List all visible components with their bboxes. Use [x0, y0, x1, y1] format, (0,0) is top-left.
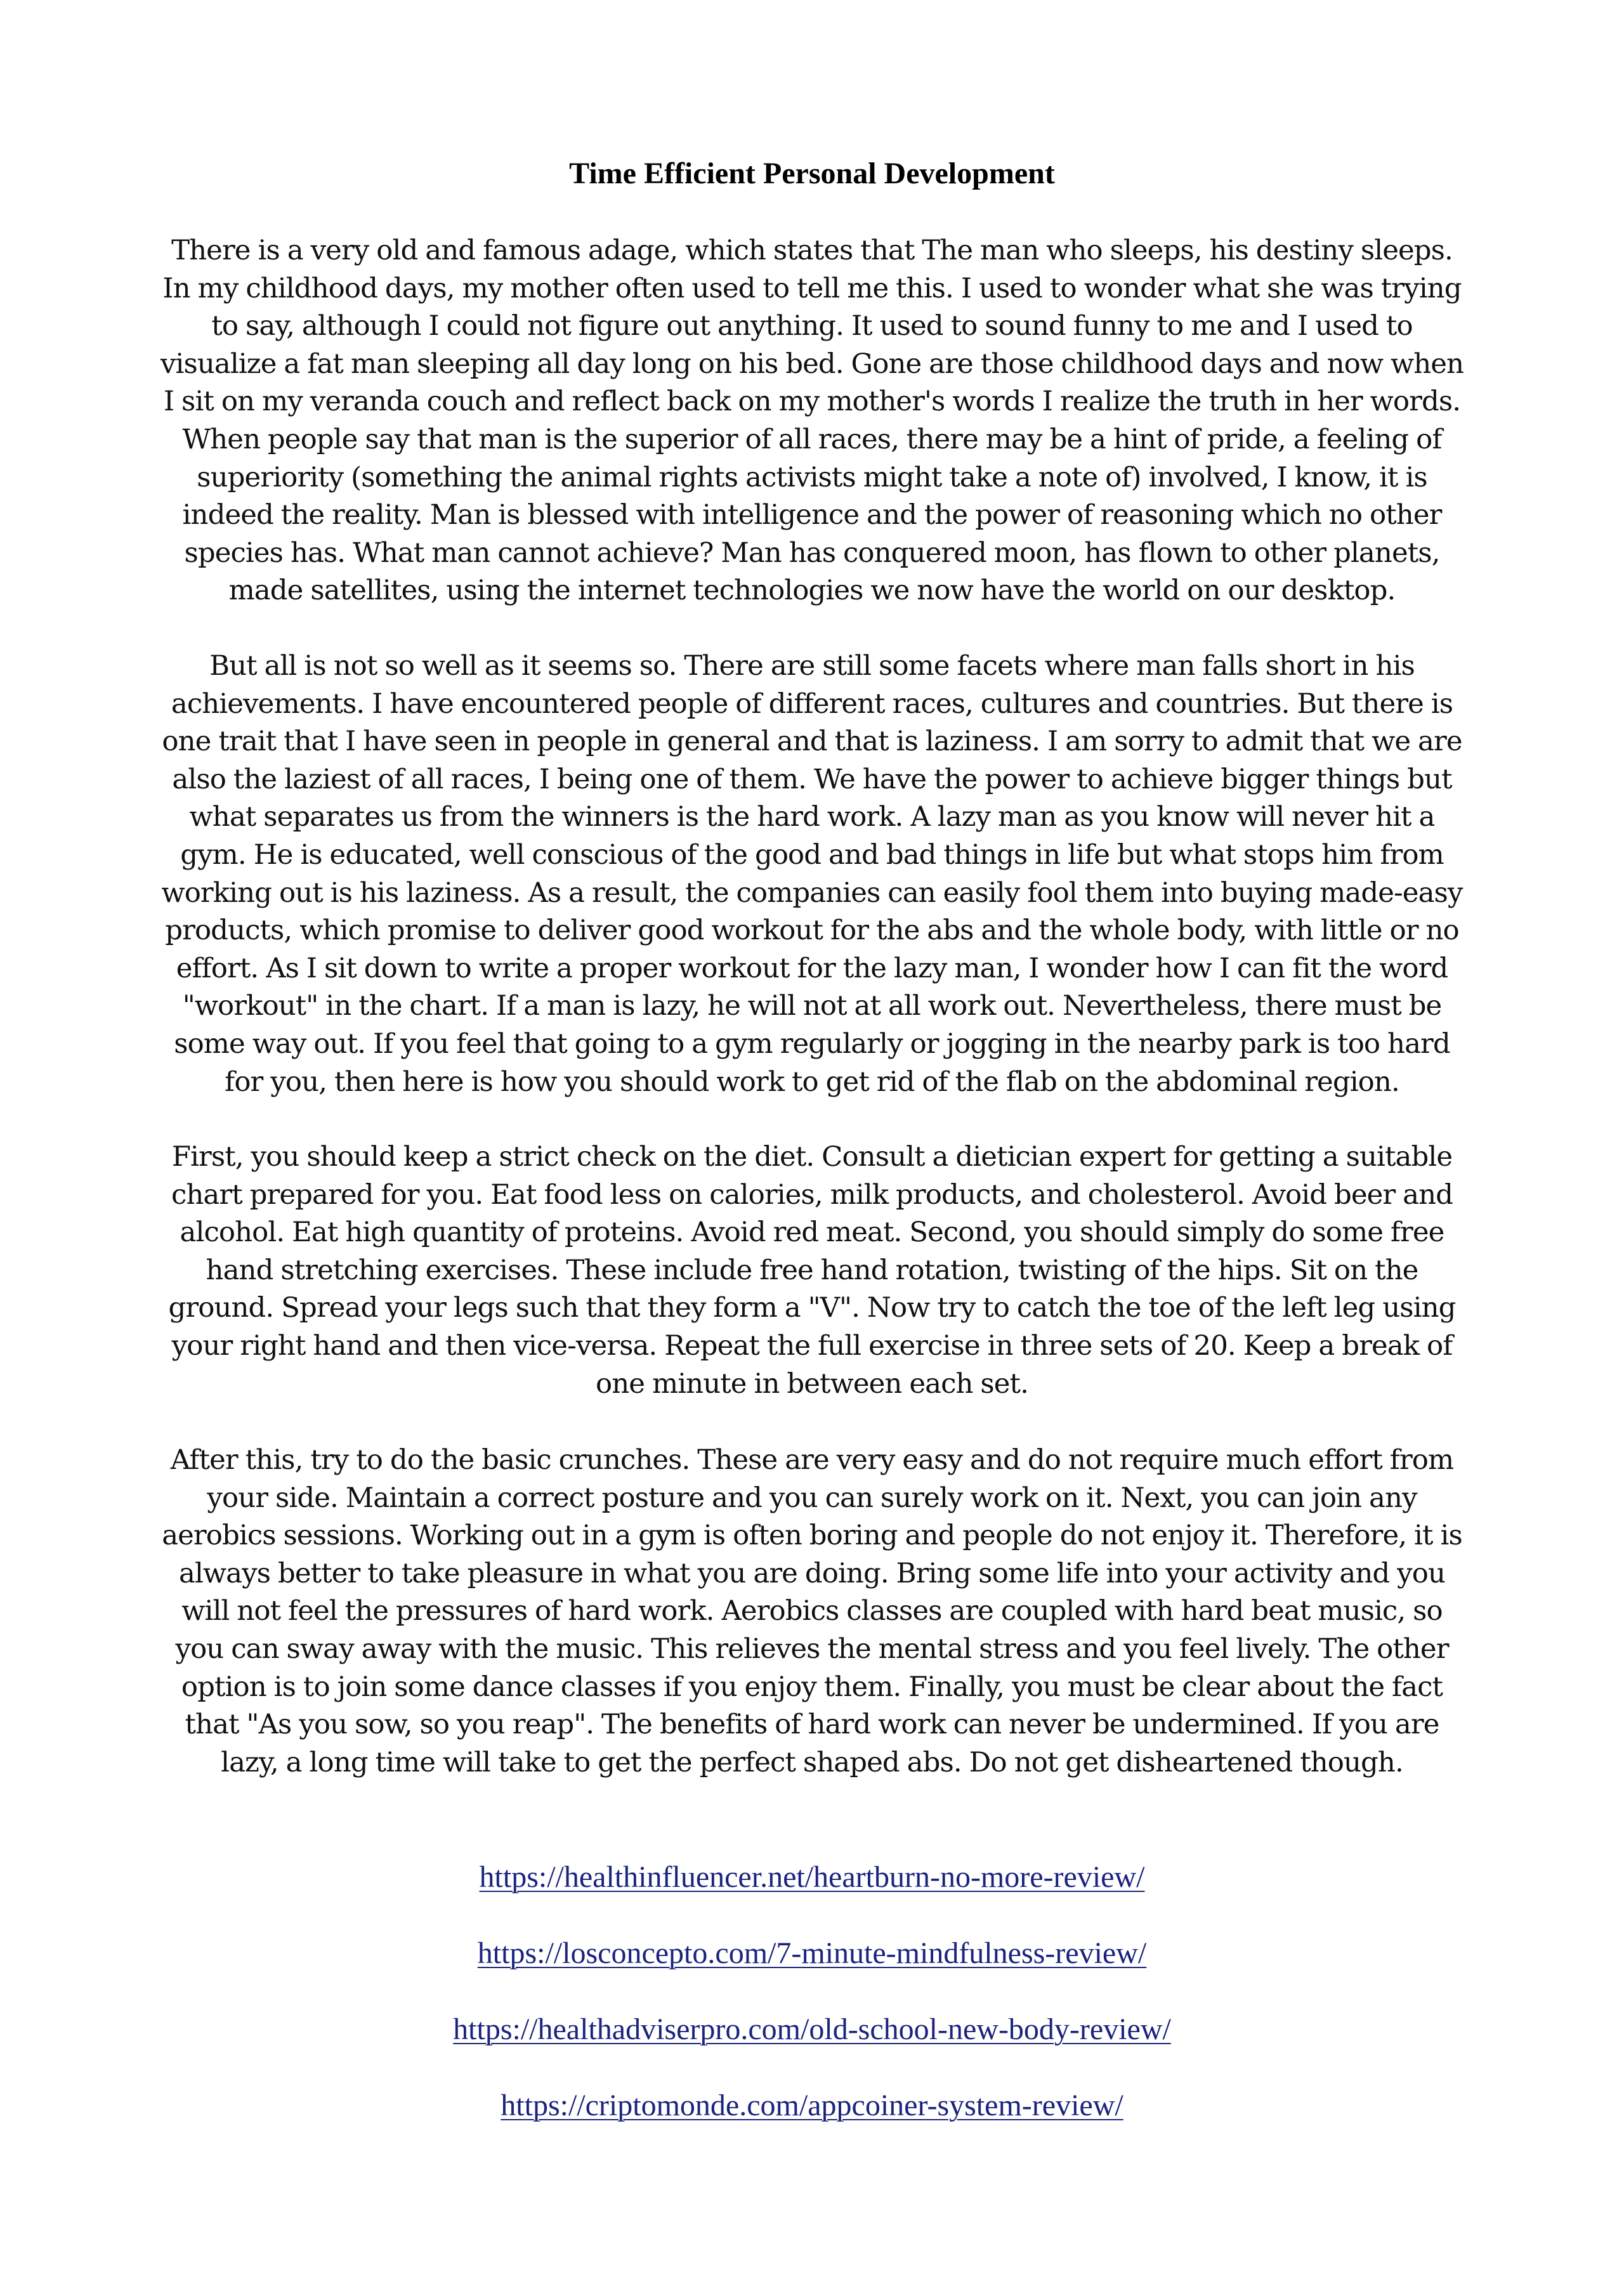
reference-link-2[interactable]: https://losconcepto.com/7-minute-mindfulness-review/	[477, 1936, 1147, 1970]
reference-link-4[interactable]: https://criptomonde.com/appcoiner-system-review/	[501, 2089, 1123, 2122]
reference-link-3[interactable]: https://healthadviserpro.com/old-school-new-body-review/	[453, 2012, 1171, 2046]
reference-link-1[interactable]: https://healthinfluencer.net/heartburn-no-more-review/	[479, 1860, 1145, 1894]
document-title: Time Efficient Personal Development	[569, 157, 1055, 190]
body-paragraph-4: After this, try to do the basic crunches. These are very easy and do not require much effort from your side. Maintain a correct posture and you can surely work on it. Next, you can join any aerobics sessions. Working out in a gym is often boring and people do not enjoy it. Therefore, it is always better to take pleasure in what you are doing. Bring some life into your activity and you will not feel the pressures of hard work. Aerobics classes are coupled with hard beat music, so you can sway away with the music. This relieves the mental stress and you feel lively. The other option is to join some dance classes if you enjoy them. Finally, you must be clear about the fact that "As you sow, so you reap". The benefits of hard work can never be undermined. If you are lazy, a long time will take to get the perfect shaped abs. Do not get disheartened though.	[162, 1444, 1462, 1778]
body-paragraph-2: But all is not so well as it seems so. There are still some facets where man falls short in his achievements. I have encountered people of different races, cultures and countries. But there is one trait that I have seen in people in general and that is laziness. I am sorry to admit that we are also the laziest of all races, I being one of them. We have the power to achieve bigger things but what separates us from the winners is the hard work. A lazy man as you know will never hit a gym. He is educated, well conscious of the good and bad things in life but what stops him from working out is his laziness. As a result, the companies can easily fool them into buying made-easy products, which promise to deliver good workout for the abs and the whole body, with little or no effort. As I sit down to write a proper workout for the lazy man, I wonder how I can fit the word "workout" in the chart. If a man is lazy, he will not at all work out. Nevertheless, there must be some way out. If you feel that going to a gym regularly or jogging in the nearby park is too hard for you, then here is how you should work to get rid of the flab on the abdominal region.	[161, 650, 1463, 1098]
body-paragraph-3: First, you should keep a strict check on the diet. Consult a dietician expert for getting a suitable chart prepared for you. Eat food less on calories, milk products, and cholesterol. Avoid beer and alcohol. Eat high quantity of proteins. Avoid red meat. Second, you should simply do some free hand stretching exercises. These include free hand rotation, twisting of the hips. Sit on the ground. Spread your legs such that they form a "V". Now try to catch the toe of the left leg using your right hand and then vice-versa. Repeat the full exercise in three sets of 20. Keep a break of one minute in between each set.	[168, 1141, 1456, 1400]
body-paragraph-1: There is a very old and famous adage, which states that The man who sleeps, his destiny sleeps. In my childhood days, my mother often used to tell me this. I used to wonder what she was trying to say, although I could not figure out anything. It used to sound funny to me and I used to visualize a fat man sleeping all day long on his bed. Gone are those childhood days and now when I sit on my veranda couch and reflect back on my mother's words I realize the truth in her words. When people say that man is the superior of all races, there may be a hint of pride, a feeling of superiority (something the animal rights activists might take a note of) involved, I know, it is indeed the reality. Man is blessed with intelligence and the power of reasoning which no other species has. What man cannot achieve? Man has conquered moon, has flown to other planets, made satellites, using the internet technologies we now have the world on our desktop.	[160, 235, 1464, 607]
